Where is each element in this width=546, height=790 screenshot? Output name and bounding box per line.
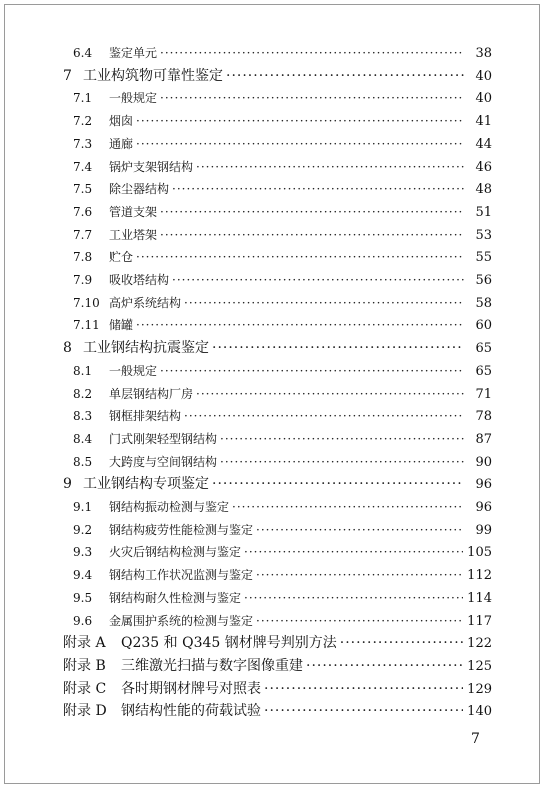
toc-leader-dots xyxy=(232,496,464,518)
toc-entry-number: 6.4 xyxy=(73,46,93,60)
toc-entry-page: 117 xyxy=(467,613,492,629)
toc-entry-number: 附录 D xyxy=(63,703,107,720)
toc-entry-page: 58 xyxy=(475,295,492,311)
toc-leader-dots xyxy=(136,246,464,268)
toc-leader-dots xyxy=(306,655,463,677)
toc-entry-number: 8.2 xyxy=(73,386,93,401)
toc-entry-title: 单层钢结构厂房 xyxy=(109,386,194,401)
toc-entry-page: 51 xyxy=(475,204,492,220)
toc-entry-title: 钢结构振动检测与鉴定 xyxy=(109,500,230,514)
toc-entry-page: 129 xyxy=(467,681,492,697)
toc-leader-dots xyxy=(220,451,464,473)
toc-entry-number: 7.8 xyxy=(73,250,93,265)
toc-entry-page: 56 xyxy=(475,273,492,288)
toc-entry-number: 9.4 xyxy=(73,568,93,583)
toc-entry[interactable] xyxy=(73,87,492,109)
toc-entry[interactable] xyxy=(73,587,492,609)
toc-entry-page: 65 xyxy=(475,363,492,379)
toc-entry[interactable] xyxy=(73,201,492,223)
toc-entry[interactable] xyxy=(73,292,492,314)
toc-entry-title: 大跨度与空间钢结构 xyxy=(109,454,218,469)
toc-entry-number: 8.4 xyxy=(73,431,93,446)
toc-leader-dots xyxy=(184,292,464,314)
toc-entry-title: 钢结构疲劳性能检测与鉴定 xyxy=(109,522,254,537)
toc-entry-page: 96 xyxy=(475,500,492,515)
toc-entry-title: 除尘器结构 xyxy=(109,182,170,197)
toc-leader-dots xyxy=(160,360,464,382)
toc-entry-title: 门式刚架轻型钢结构 xyxy=(109,431,218,446)
toc-entry[interactable] xyxy=(73,110,492,132)
toc-leader-dots xyxy=(256,519,464,541)
toc-leader-dots xyxy=(244,587,463,609)
toc-entry-number: 附录 B xyxy=(63,657,106,674)
toc-entry-title: 工业塔架 xyxy=(109,227,158,242)
toc-entry-number: 7.4 xyxy=(73,159,93,174)
toc-leader-dots xyxy=(136,133,464,155)
toc-entry-number: 9.1 xyxy=(73,500,93,514)
toc-entry-number: 7.5 xyxy=(73,182,93,197)
toc-leader-dots xyxy=(220,428,464,450)
toc-entry-title: 三维激光扫描与数字图像重建 xyxy=(121,657,303,674)
toc-entry-number: 附录 C xyxy=(63,680,107,697)
toc-entry-number: 7.11 xyxy=(73,318,100,333)
toc-leader-dots xyxy=(226,65,464,87)
toc-entry-number: 7.7 xyxy=(73,227,93,242)
toc-entry[interactable] xyxy=(73,178,492,200)
toc-leader-dots xyxy=(256,564,463,586)
toc-entry-number: 7.6 xyxy=(73,204,93,219)
toc-leader-dots xyxy=(212,337,464,359)
toc-entry[interactable] xyxy=(73,541,492,563)
toc-entry[interactable] xyxy=(63,655,492,677)
toc-entry-page: 105 xyxy=(467,545,492,561)
toc-entry-title: 工业钢结构抗震鉴定 xyxy=(83,340,209,357)
toc-entry-title: 钢结构性能的荷载试验 xyxy=(121,703,261,720)
toc-entry-title: 火灾后钢结构检测与鉴定 xyxy=(109,545,242,560)
toc-leader-dots xyxy=(136,110,464,132)
toc-entry-page: 90 xyxy=(475,454,492,470)
toc-entry-page: 46 xyxy=(475,159,492,175)
document-page xyxy=(4,4,540,784)
toc-leader-dots xyxy=(196,383,464,405)
toc-leader-dots xyxy=(160,42,464,64)
toc-entry-page: 55 xyxy=(475,250,492,266)
toc-entry-number: 附录 A xyxy=(63,635,106,652)
toc-entry-page: 96 xyxy=(475,477,492,493)
toc-entry[interactable] xyxy=(63,473,492,495)
toc-entry[interactable] xyxy=(63,678,492,700)
toc-entry[interactable] xyxy=(73,519,492,541)
toc-entry-number: 7.1 xyxy=(73,91,93,106)
toc-entry-page: 87 xyxy=(475,431,492,447)
toc-leader-dots xyxy=(264,700,463,722)
toc-leader-dots xyxy=(172,178,464,200)
toc-leader-dots xyxy=(244,541,463,563)
toc-leader-dots xyxy=(264,678,463,700)
toc-entry[interactable] xyxy=(73,360,492,382)
toc-entry[interactable] xyxy=(73,405,492,427)
toc-entry-page: 38 xyxy=(475,46,492,61)
toc-entry-title: 一般规定 xyxy=(109,91,158,106)
toc-entry[interactable] xyxy=(73,428,492,450)
toc-entry-page: 53 xyxy=(475,227,492,243)
toc-leader-dots xyxy=(256,610,463,632)
toc-entry[interactable] xyxy=(63,337,492,359)
toc-entry-page: 122 xyxy=(467,636,492,652)
toc-entry-page: 65 xyxy=(475,341,492,357)
toc-entry[interactable] xyxy=(73,451,492,473)
toc-entry-page: 40 xyxy=(475,91,492,107)
page-number: 7 xyxy=(471,731,480,747)
toc-entry[interactable] xyxy=(73,246,492,268)
toc-entry[interactable] xyxy=(73,42,492,64)
toc-entry-number: 9.2 xyxy=(73,522,93,537)
toc-entry-title: 钢结构耐久性检测与鉴定 xyxy=(109,590,242,605)
toc-entry-number: 9.5 xyxy=(73,590,93,605)
toc-entry-title: 鉴定单元 xyxy=(109,46,158,60)
toc-leader-dots xyxy=(172,269,464,291)
toc-entry-title: 烟囱 xyxy=(109,114,134,129)
toc-entry-title: 工业钢结构专项鉴定 xyxy=(83,476,209,493)
toc-leader-dots xyxy=(212,473,464,495)
toc-entry-number: 9 xyxy=(63,476,72,493)
toc-leader-dots xyxy=(196,156,464,178)
toc-leader-dots xyxy=(136,314,464,336)
toc-entry-number: 7.9 xyxy=(73,273,93,287)
toc-entry-title: Q235 和 Q345 钢材牌号判别方法 xyxy=(121,635,337,652)
toc-entry-title: 吸收塔结构 xyxy=(109,273,170,287)
toc-entry-page: 114 xyxy=(467,590,492,606)
toc-entry-number: 7.10 xyxy=(73,295,100,310)
toc-entry[interactable] xyxy=(73,610,492,632)
toc-entry-title: 一般规定 xyxy=(109,363,158,378)
toc-entry[interactable] xyxy=(73,224,492,246)
toc-entry-page: 112 xyxy=(467,568,492,584)
toc-entry-number: 9.3 xyxy=(73,545,93,560)
toc-entry-title: 通廊 xyxy=(109,136,134,151)
toc-entry-number: 7.3 xyxy=(73,136,93,151)
toc-entry-title: 高炉系统结构 xyxy=(109,295,182,310)
toc-entry-number: 8.5 xyxy=(73,454,93,469)
toc-entry-title: 锅炉支架钢结构 xyxy=(109,159,194,174)
toc-leader-dots xyxy=(160,224,464,246)
toc-entry-title: 储罐 xyxy=(109,318,134,333)
toc-entry[interactable] xyxy=(73,156,492,178)
toc-entry[interactable] xyxy=(73,564,492,586)
toc-entry-page: 140 xyxy=(467,704,492,720)
toc-entry[interactable] xyxy=(73,133,492,155)
toc-entry-page: 78 xyxy=(475,409,492,425)
toc-leader-dots xyxy=(340,632,463,654)
toc-entry-number: 7.2 xyxy=(73,114,93,129)
toc-entry-page: 60 xyxy=(475,318,492,334)
toc-entry[interactable] xyxy=(63,632,492,654)
toc-entry-page: 99 xyxy=(475,522,492,538)
toc-entry-title: 工业构筑物可靠性鉴定 xyxy=(83,67,223,84)
toc-entry-title: 金属围护系统的检测与鉴定 xyxy=(109,613,254,628)
toc-leader-dots xyxy=(184,405,464,427)
toc-entry[interactable] xyxy=(73,314,492,336)
toc-entry-page: 48 xyxy=(475,182,492,198)
toc-entry[interactable] xyxy=(63,700,492,722)
toc-entry-page: 41 xyxy=(475,114,492,130)
toc-entry-number: 8 xyxy=(63,340,72,357)
toc-entry-page: 40 xyxy=(475,68,492,84)
toc-entry-title: 贮仓 xyxy=(109,250,134,265)
toc-entry-number: 7 xyxy=(63,67,72,84)
toc-entry-page: 125 xyxy=(467,658,492,674)
toc-entry-title: 钢框排架结构 xyxy=(109,409,182,424)
toc-entry[interactable] xyxy=(73,496,492,518)
toc-entry-page: 71 xyxy=(475,386,492,402)
toc-leader-dots xyxy=(160,201,464,223)
toc-entry-title: 各时期钢材牌号对照表 xyxy=(121,680,261,697)
toc-entry-title: 管道支架 xyxy=(109,204,158,219)
toc-entry-number: 9.6 xyxy=(73,613,93,628)
toc-entry-number: 8.1 xyxy=(73,363,93,378)
toc-entry-title: 钢结构工作状况监测与鉴定 xyxy=(109,568,254,583)
toc-entry[interactable] xyxy=(63,65,492,87)
toc-entry-page: 44 xyxy=(475,136,492,152)
toc-entry[interactable] xyxy=(73,383,492,405)
toc-entry[interactable] xyxy=(73,269,492,291)
toc-entry-number: 8.3 xyxy=(73,409,93,424)
toc-leader-dots xyxy=(160,87,464,109)
